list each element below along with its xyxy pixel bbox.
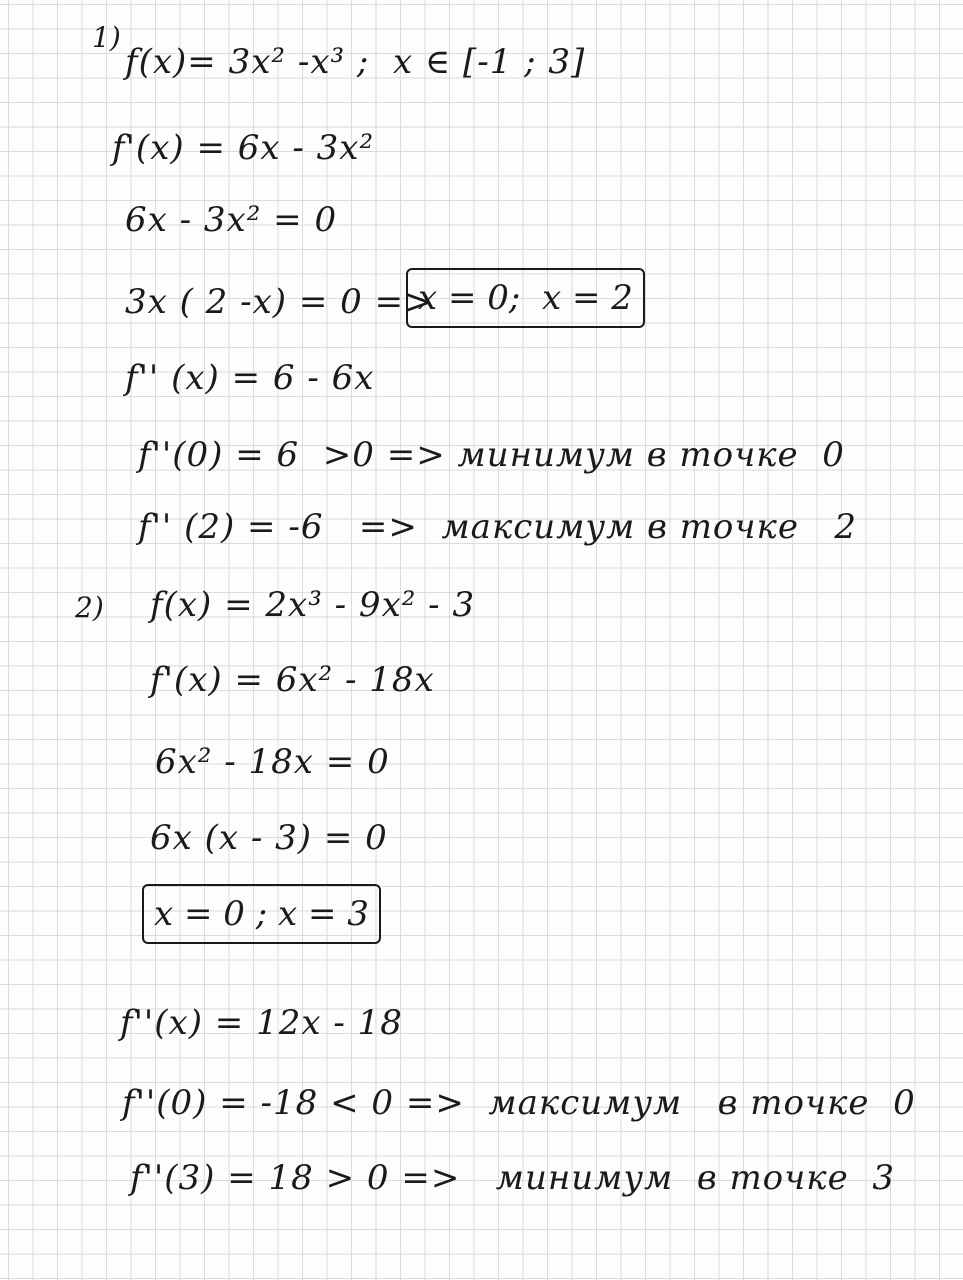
task2-function: f(x) = 2x³ - 9x² - 3 xyxy=(150,585,476,625)
task1-derivative: f'(x) = 6x - 3x² xyxy=(112,128,375,168)
task1-check-2: f'' (2) = -6 => максимум в точке 2 xyxy=(138,507,858,547)
task2-check-3: f''(3) = 18 > 0 => минимум в точке 3 xyxy=(130,1158,895,1198)
task1-roots-box: x = 0; x = 2 xyxy=(406,268,645,328)
task2-second-derivative: f''(x) = 12x - 18 xyxy=(120,1003,403,1043)
task1-number: 1) xyxy=(92,21,121,54)
task1-factored: 3x ( 2 -x) = 0 => xyxy=(125,282,434,322)
task2-roots-box: x = 0 ; x = 3 xyxy=(142,884,381,944)
task1-equation: 6x - 3x² = 0 xyxy=(125,200,338,240)
task1-check-0: f''(0) = 6 >0 => минимум в точке 0 xyxy=(138,435,845,475)
task2-derivative: f'(x) = 6x² - 18x xyxy=(150,660,435,700)
task2-equation: 6x² - 18x = 0 xyxy=(155,742,390,782)
task2-number: 2) xyxy=(75,591,104,624)
task2-factored: 6x (x - 3) = 0 xyxy=(150,818,388,858)
task1-second-derivative: f'' (x) = 6 - 6x xyxy=(125,358,375,398)
task2-check-0: f''(0) = -18 < 0 => максимум в точке 0 xyxy=(122,1083,916,1123)
task1-function: f(x)= 3x² -x³ ; x ∈ [-1 ; 3] xyxy=(125,42,586,82)
